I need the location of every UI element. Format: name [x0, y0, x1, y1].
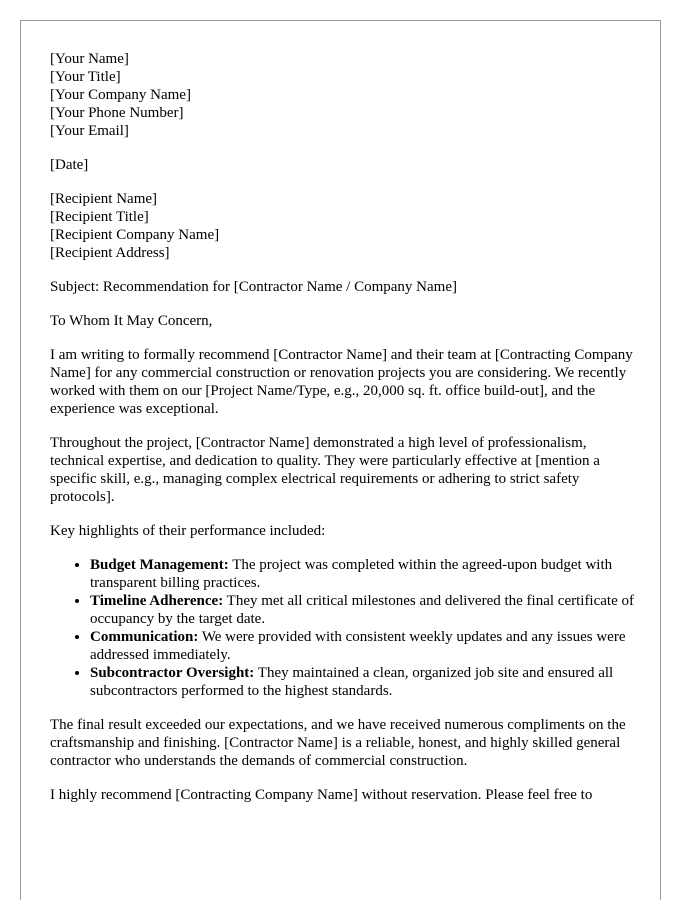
highlight-label: Subcontractor Oversight: [90, 665, 255, 681]
sender-block [50, 50, 640, 140]
sender-phone: [Your Phone Number] [50, 105, 184, 121]
recipient-address: [Recipient Address] [50, 245, 170, 261]
recipient-block [50, 190, 640, 262]
highlight-text: They maintained a clean, organized job site and ensured all subcontractors performed to the highest standards. [90, 665, 614, 699]
list-item [90, 556, 640, 592]
date-block [50, 156, 640, 174]
recipient-name: [Recipient Name] [50, 191, 158, 207]
recipient-title: [Recipient Title] [50, 209, 149, 225]
sender-title: [Your Title] [50, 69, 121, 85]
subject-line: Subject: Recommendation for [Contractor Name / Company Name] [50, 279, 457, 295]
intro-paragraph: I am writing to formally recommend [Contractor Name] and their team at [Contracting Company Name] for any commercial construction or renovation projects you are considering. We recently worked with them on our [Project Name/Type, e.g., 20,000 sq. ft. office build-out], and the experience was exceptional. [50, 347, 633, 417]
list-item [90, 592, 640, 628]
highlight-label: Budget Management: [90, 557, 229, 573]
highlight-label: Communication: [90, 629, 199, 645]
salutation: To Whom It May Concern, [50, 313, 213, 329]
closing-paragraph: I highly recommend [Contracting Company Name] without reservation. Please feel free to [50, 787, 593, 803]
letter-page [20, 20, 661, 900]
sender-company: [Your Company Name] [50, 87, 191, 103]
final-result-paragraph: The final result exceeded our expectations, and we have received numerous compliments on the craftsmanship and finishing. [Contractor Name] is a reliable, honest, and highly skilled general contractor who understands the demands of commercial construction. [50, 717, 626, 769]
highlight-label: Timeline Adherence: [90, 593, 224, 609]
letter-body [50, 50, 640, 820]
highlights-list [50, 556, 640, 700]
letter-date: [Date] [50, 157, 89, 173]
highlights-intro: Key highlights of their performance included: [50, 523, 326, 539]
performance-paragraph: Throughout the project, [Contractor Name] demonstrated a high level of professionalism, technical expertise, and dedication to quality. They were particularly effective at [mention a specific skill, e.g., managing complex electrical requirements or adhering to strict safety protocols]. [50, 435, 600, 505]
recipient-company: [Recipient Company Name] [50, 227, 220, 243]
list-item [90, 628, 640, 664]
highlight-text: The project was completed within the agreed-upon budget with transparent billing practices. [90, 557, 613, 591]
highlight-text: We were provided with consistent weekly updates and any issues were addressed immediately. [90, 629, 626, 663]
list-item [90, 664, 640, 700]
sender-name: [Your Name] [50, 51, 129, 67]
highlight-text: They met all critical milestones and delivered the final certificate of occupancy by the target date. [90, 593, 634, 627]
sender-email: [Your Email] [50, 123, 129, 139]
